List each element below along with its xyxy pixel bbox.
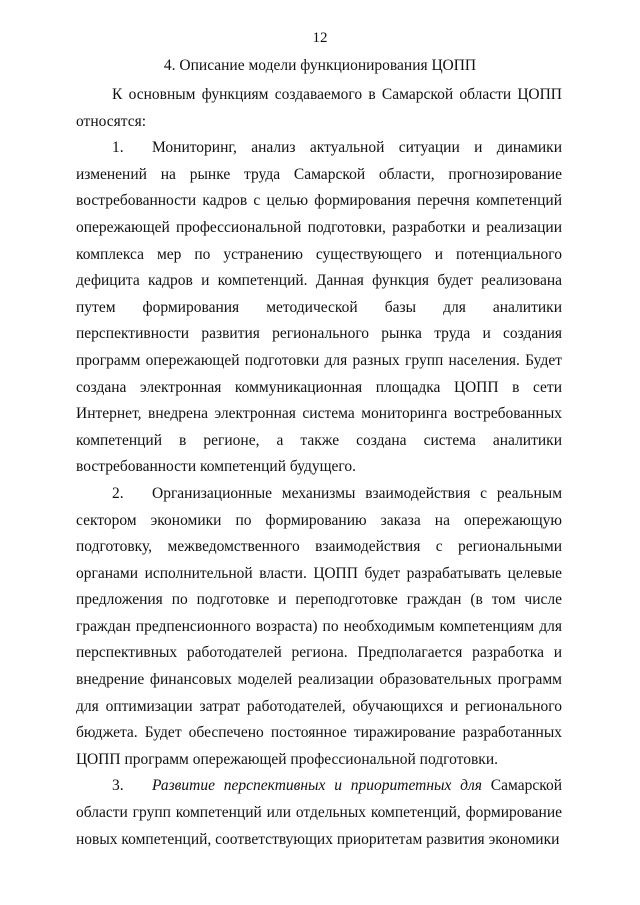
item-number: 1. [112,139,124,157]
list-item-1 [76,135,562,481]
page-number: 12 [312,30,328,46]
item-text: Организационные механизмы взаимодействия с реальным сектором экономики по формированию заказа на опережающую подготовку, межведомственного взаимодействия с региональными органами исполнительной власти. ЦОПП будет разрабатывать целевые предложения по подготовке и переподготовке граждан (в том числе граждан предпенсионного возраста) по необходимым компетенциям для перспективных работодателей региона. Предполагается разработка и внедрение финансовых моделей реализации образовательных программ для оптимизации затрат работодателей, обучающихся и регионального бюджета. Будет обеспечено постоянное тиражирование разработанных ЦОПП программ опережающей профессиональной подготовки. [76,484,562,768]
list-item-3 [76,773,562,853]
section-heading: 4. Описание модели функционирования ЦОПП [163,57,477,74]
item-number: 3. [112,777,124,795]
item-text-italic: Развитие перспективных и приоритетных для [152,777,482,795]
item-text: Мониторинг, анализ актуальной ситуации и динамики изменений на рынке труда Самарской области, прогнозирование востребованности кадров с целью формирования перечня компетенций опережающей профессиональной подготовки, разработки и реализации комплекса мер по устранению существующего и потенциального дефицита кадров и компетенций. Данная функция будет реализована путем формирования методической базы для аналитики перспективности развития регионального рынка труда и создания программ опережающей подготовки для разных групп населения. Будет создана электронная коммуникационная площадка ЦОПП в сети Интернет, внедрена электронная система мониторинга востребованных компетенций в регионе, а также создана система аналитики востребованности компетенций будущего. [76,139,562,476]
document-body [76,82,562,853]
intro-paragraph: К основным функциям создаваемого в Самарской области ЦОПП относятся: [76,86,562,130]
item-number: 2. [112,484,124,502]
list-item-2 [76,481,562,774]
item-text: Самарской области групп компетенций или отдельных компетенций, формирование новых компетенций, соответствующих приоритетам развития экономики [76,777,562,848]
